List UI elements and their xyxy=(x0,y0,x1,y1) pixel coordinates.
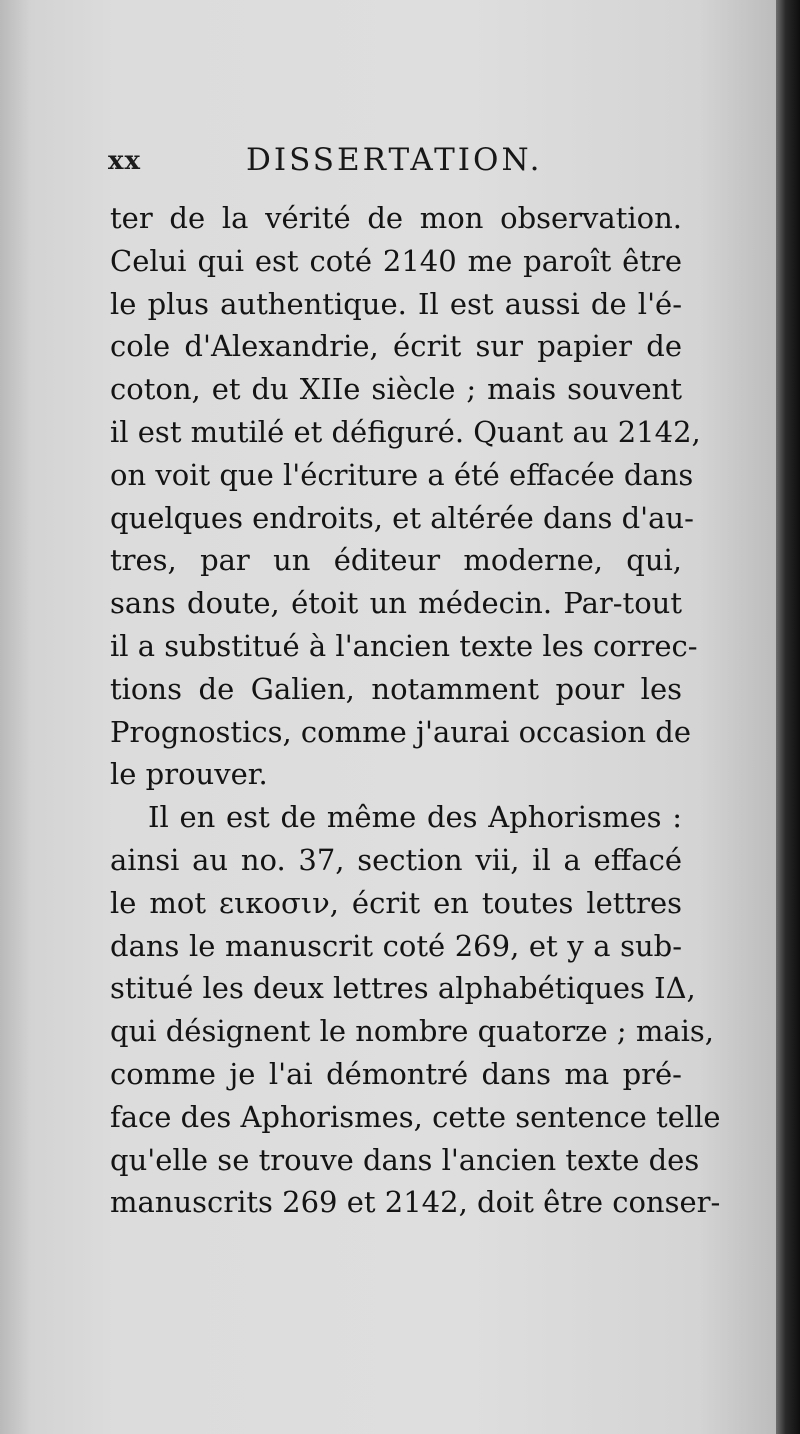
body-text xyxy=(110,197,721,1224)
text-line: tres, par un éditeur moderne, qui, xyxy=(110,543,682,578)
text-line: on voit que l'écriture a été effacée dans xyxy=(110,457,694,492)
text-line: tions de Galien, notamment pour les xyxy=(110,671,682,706)
text-line: le plus authentique. Il est aussi de l'é- xyxy=(110,286,682,321)
text-line: ainsi au no. 37, section vii, il a effacé xyxy=(110,842,682,877)
text-line: stitué les deux lettres alphabétiques ΙΔ, xyxy=(110,971,696,1006)
text-line: qui désignent le nombre quatorze ; mais, xyxy=(110,1014,714,1049)
text-line: cole d'Alexandrie, écrit sur papier de xyxy=(110,329,682,364)
text-line: Prognostics, comme j'aurai occasion de xyxy=(110,714,692,749)
text-line: dans le manuscrit coté 269, et y a sub- xyxy=(110,928,682,963)
page-number: xx xyxy=(108,146,142,176)
text-line: il est mutilé et défiguré. Quant au 2142, xyxy=(110,414,701,449)
text-line: manuscrits 269 et 2142, doit être conser- xyxy=(110,1185,721,1220)
running-title: DISSERTATION. xyxy=(246,142,543,178)
text-line: il a substitué à l'ancien texte les correc- xyxy=(110,628,698,663)
text-line: sans doute, étoit un médecin. Par-tout xyxy=(110,586,682,621)
text-line: qu'elle se trouve dans l'ancien texte des xyxy=(110,1142,700,1177)
text-line: le prouver. xyxy=(110,757,268,792)
scan-edge-shadow xyxy=(776,0,800,1434)
text-line: coton, et du XIIe siècle ; mais souvent xyxy=(110,372,682,407)
text-line: le mot εικοσιν, écrit en toutes lettres xyxy=(110,885,682,920)
page-header xyxy=(0,140,776,184)
text-line: Il en est de même des Aphorismes : xyxy=(148,800,682,835)
text-line: quelques endroits, et altérée dans d'au- xyxy=(110,500,694,535)
text-line: face des Aphorismes, cette sentence telle xyxy=(110,1099,721,1134)
text-line: ter de la vérité de mon observation. xyxy=(110,201,682,235)
text-line: comme je l'ai démontré dans ma pré- xyxy=(110,1056,682,1091)
text-line: Celui qui est coté 2140 me paroît être xyxy=(110,243,682,278)
